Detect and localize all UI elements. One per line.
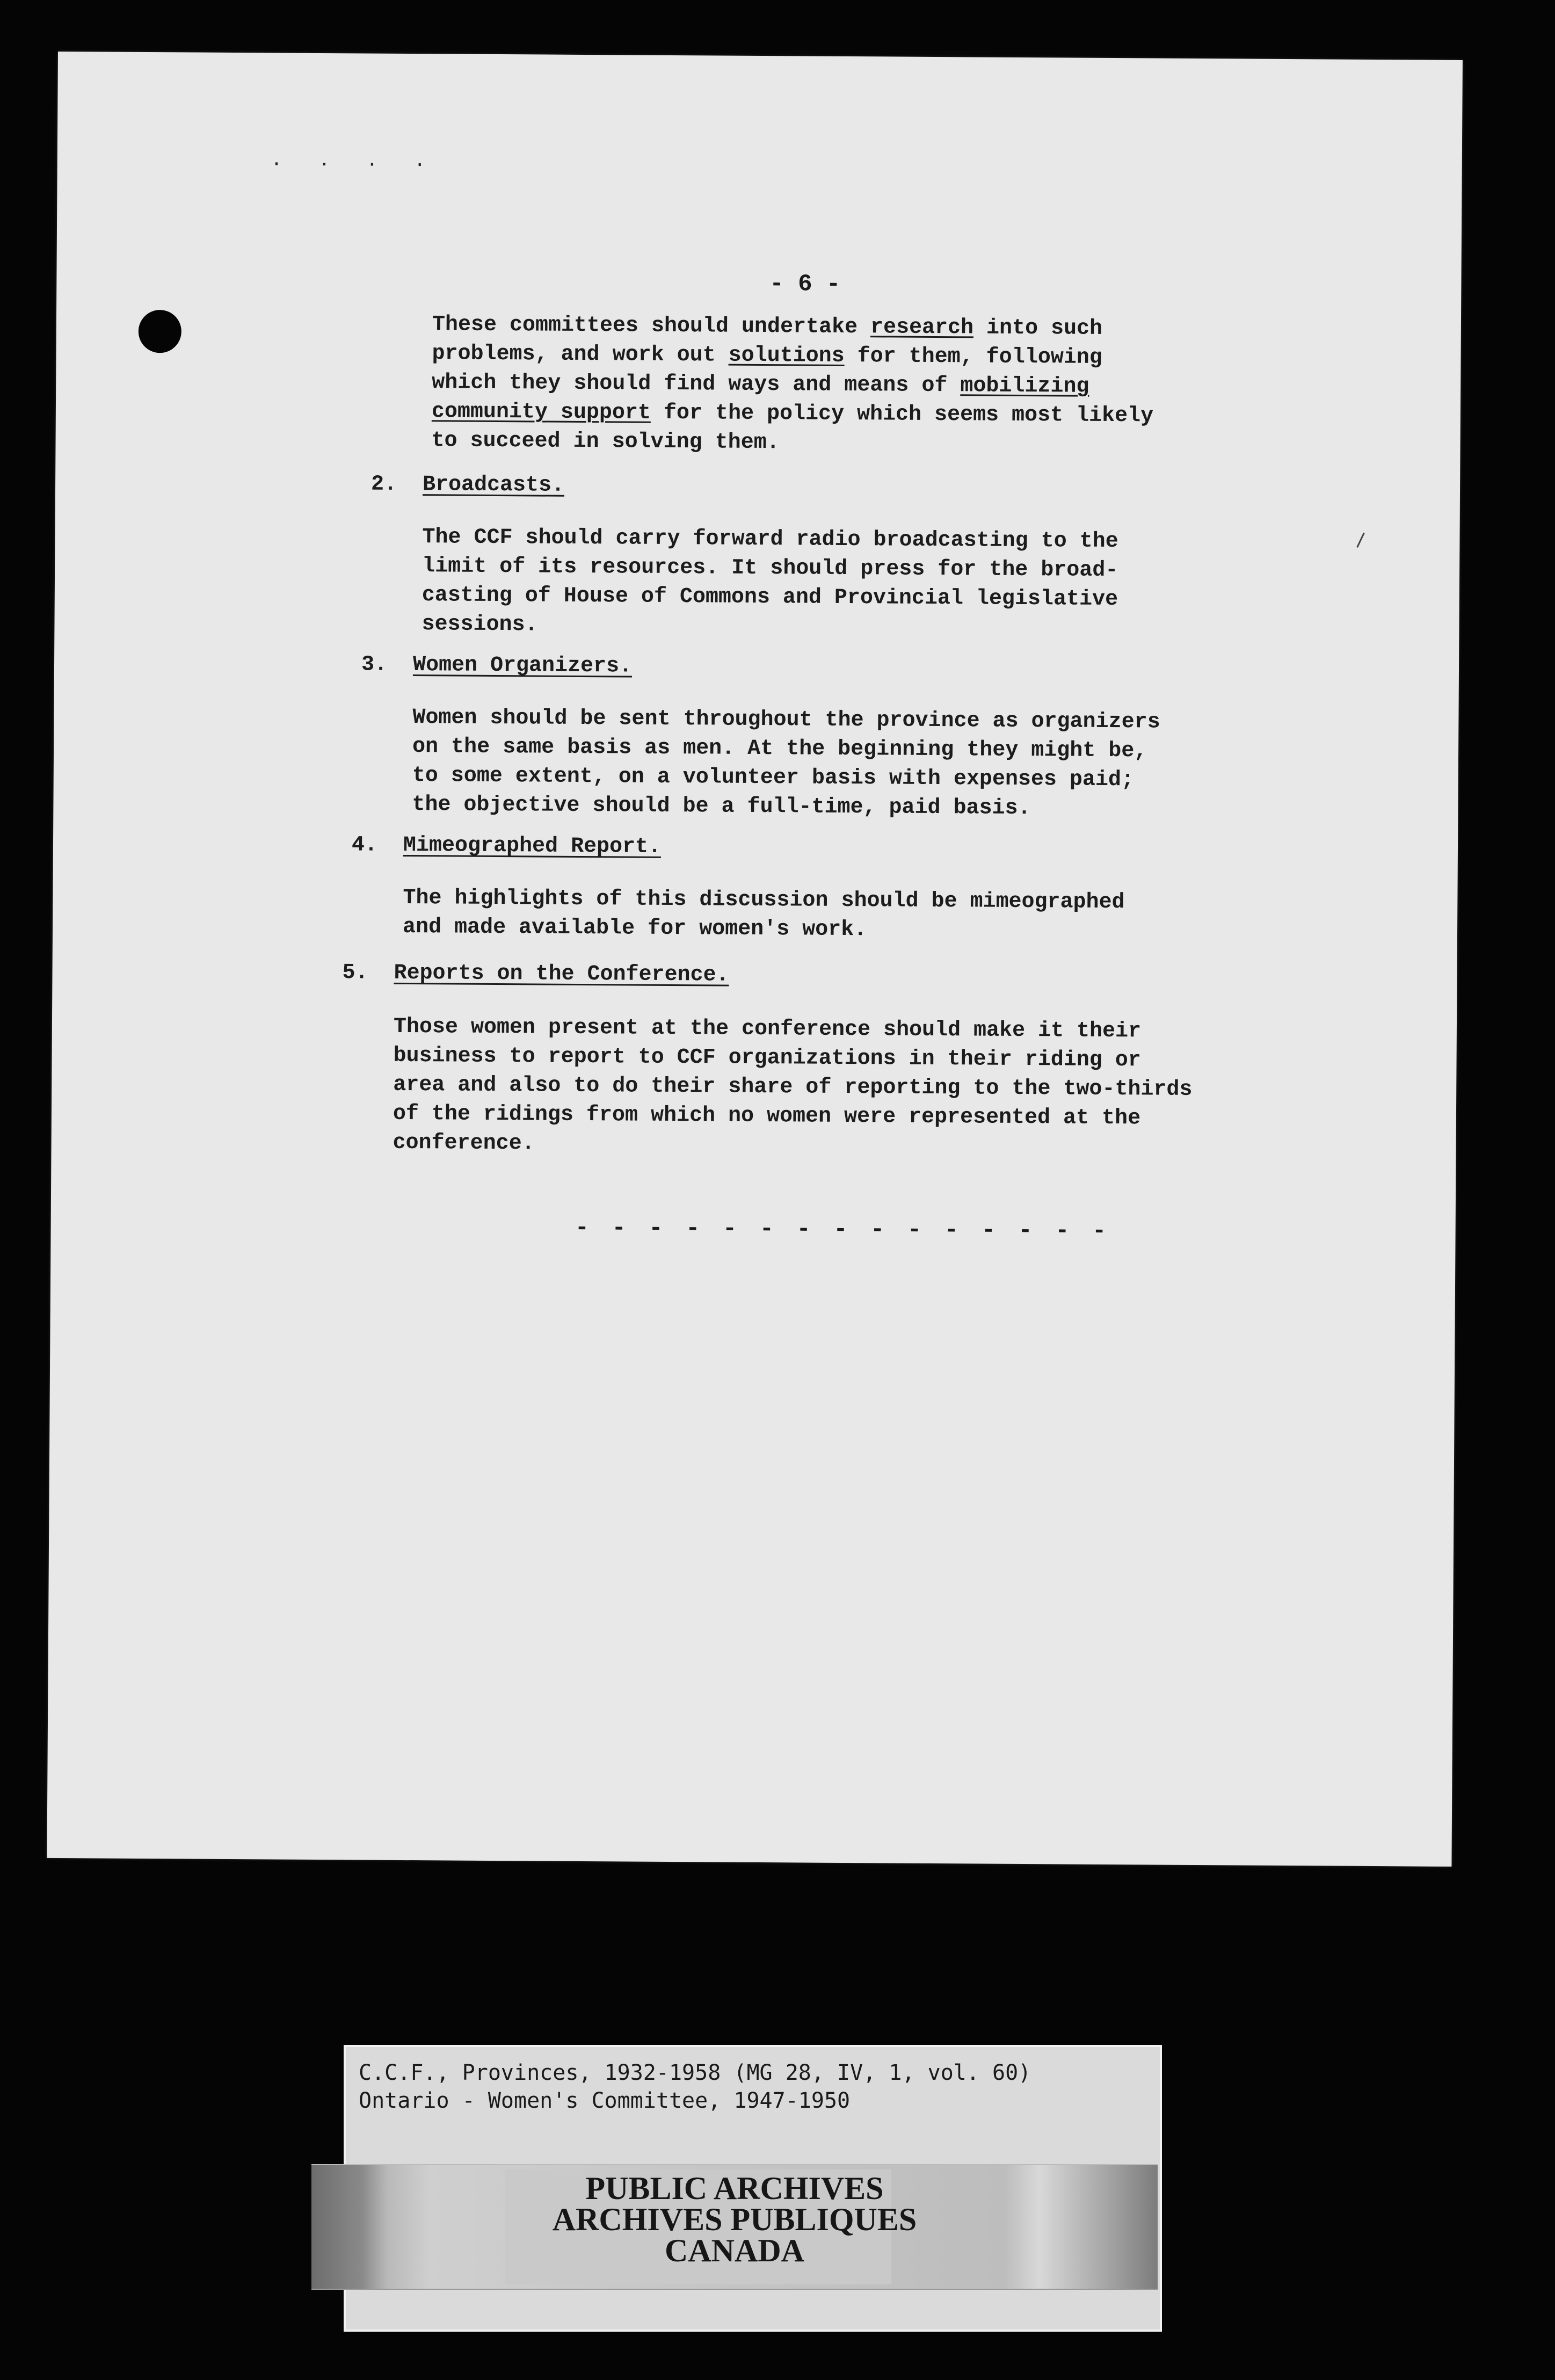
archive-label-line2: Ontario - Women's Committee, 1947-1950 bbox=[359, 2088, 851, 2113]
underlined-mobilizing: mobilizing bbox=[960, 374, 1089, 399]
stamp-line-2: ARCHIVES PUBLIQUES bbox=[552, 2202, 917, 2237]
section-title: Women Organizers. bbox=[412, 653, 633, 679]
section-heading-women-organizers bbox=[361, 652, 632, 678]
section-heading-reports-conference bbox=[342, 961, 729, 987]
section-number: 2. bbox=[370, 472, 397, 497]
top-marks: . . . . bbox=[271, 148, 439, 171]
section-heading-broadcasts bbox=[371, 473, 564, 498]
section-number: 3. bbox=[361, 652, 388, 677]
section-title: Mimeographed Report. bbox=[403, 833, 662, 859]
archive-stamp bbox=[311, 2164, 1158, 2290]
section-body-reports-conference: Those women present at the conference should make it their business to report to CCF organizations in their riding or area and also to do their share of reporting to the two-thirds of the ridings from which no women were represented at the conference. bbox=[393, 1014, 1193, 1156]
section-body-broadcasts: The CCF should carry forward radio broadcasting to the limit of its resources. It should press for the broad- casting of House of Commons and Provincial legislative sessions. bbox=[422, 525, 1118, 637]
intro-paragraph: These committees should undertake research into such problems, and work out solutions for them, following which they should find ways and means of mobilizing community support for the policy which seems most likely to succeed in solving them. bbox=[431, 313, 1154, 455]
archive-label-text bbox=[359, 2059, 1031, 2115]
archive-stamp-text bbox=[311, 2173, 1158, 2266]
section-body-mimeographed-report: The highlights of this discussion should be mimeographed and made available for women's work. bbox=[402, 886, 1125, 942]
underlined-community-support: community support bbox=[431, 400, 651, 425]
section-heading-mimeographed-report bbox=[352, 833, 661, 859]
stamp-line-3: CANADA bbox=[665, 2233, 804, 2268]
page-number: - 6 - bbox=[769, 271, 841, 298]
section-body-women-organizers: Women should be sent throughout the province as organizers on the same basis as men. At the beginning they might be, to some extent, on a volunteer basis with expenses paid; the objective should be a full-time, paid basis. bbox=[412, 706, 1160, 821]
underlined-research: research bbox=[870, 315, 974, 340]
stray-mark bbox=[1356, 533, 1365, 548]
underlined-solutions: solutions bbox=[728, 343, 845, 368]
document-page bbox=[47, 52, 1463, 1867]
end-rule: - - - - - - - - - - - - - - - bbox=[575, 1214, 1111, 1245]
archive-label-line1: C.C.F., Provinces, 1932-1958 (MG 28, IV, 1, vol. 60) bbox=[359, 2060, 1031, 2085]
punch-hole bbox=[139, 310, 181, 353]
stamp-line-1: PUBLIC ARCHIVES bbox=[585, 2171, 884, 2206]
section-title: Reports on the Conference. bbox=[394, 961, 729, 988]
section-title: Broadcasts. bbox=[422, 473, 565, 498]
section-number: 5. bbox=[342, 961, 368, 985]
section-number: 4. bbox=[351, 833, 378, 858]
